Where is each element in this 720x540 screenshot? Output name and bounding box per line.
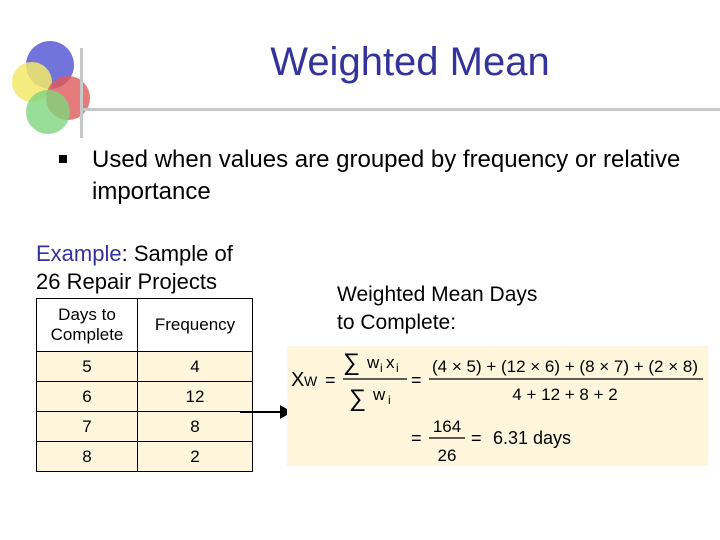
formula-equals-3: = (411, 428, 422, 448)
formula-lhs-subscript: W (304, 373, 318, 389)
arrow-right-icon (240, 400, 292, 424)
weighted-mean-formula (287, 346, 708, 466)
formula-lhs-symbol: X (291, 369, 305, 391)
table-row (37, 412, 253, 442)
formula-den-w: w (373, 385, 386, 404)
formula-num-sub-i2: i (396, 361, 399, 375)
formula-result-numerator: 164 (432, 417, 462, 436)
cell-frequency: 12 (138, 382, 253, 412)
formula-result-denominator: 26 (437, 446, 457, 465)
formula-equals-1: = (325, 370, 336, 390)
cell-days: 8 (37, 442, 138, 472)
title-horizontal-rule (80, 108, 720, 111)
bullet-marker-icon (59, 155, 67, 163)
weighted-mean-label-line1: Weighted Mean Days (337, 283, 538, 306)
header-frequency: Frequency (138, 299, 253, 352)
table-row (37, 382, 253, 412)
example-caption (36, 240, 233, 296)
cell-frequency: 4 (138, 352, 253, 382)
weighted-mean-label-line2: to Complete: (337, 311, 457, 334)
cell-days: 7 (37, 412, 138, 442)
example-prefix: Example (36, 241, 122, 266)
formula-expanded-denominator: 4 + 12 + 8 + 2 (512, 385, 618, 404)
formula-num-w: w (367, 353, 380, 372)
example-line2: 26 Repair Projects (36, 269, 217, 294)
formula-num-x: x (386, 353, 395, 372)
slide-title: Weighted Mean (270, 40, 550, 84)
formula-num-sum-icon: ∑ (343, 349, 361, 376)
formula-equals-2: = (411, 370, 422, 390)
formula-result: 6.31 days (493, 428, 572, 448)
cell-frequency: 2 (138, 442, 253, 472)
table-row (37, 352, 253, 382)
formula-num-sub-i1: i (380, 361, 383, 375)
table-row (37, 442, 253, 472)
cell-frequency: 8 (138, 412, 253, 442)
title-vertical-rule (80, 48, 83, 138)
frequency-table (36, 298, 253, 472)
cell-days: 5 (37, 352, 138, 382)
formula-expanded-numerator: (4 × 5) + (12 × 6) + (8 × 7) + (2 × 8) (432, 357, 698, 376)
formula-den-sub-i: i (388, 393, 391, 407)
decorative-circles-logo (10, 40, 100, 140)
weighted-mean-label (337, 281, 697, 337)
example-line1-rest: : Sample of (121, 241, 233, 266)
formula-den-sum-icon: ∑ (349, 385, 367, 412)
bullet-text: Used when values are grouped by frequency or relative importance (92, 146, 681, 205)
header-days: Days to Complete (37, 299, 138, 352)
cell-days: 6 (37, 382, 138, 412)
formula-equals-4: = (471, 428, 482, 448)
